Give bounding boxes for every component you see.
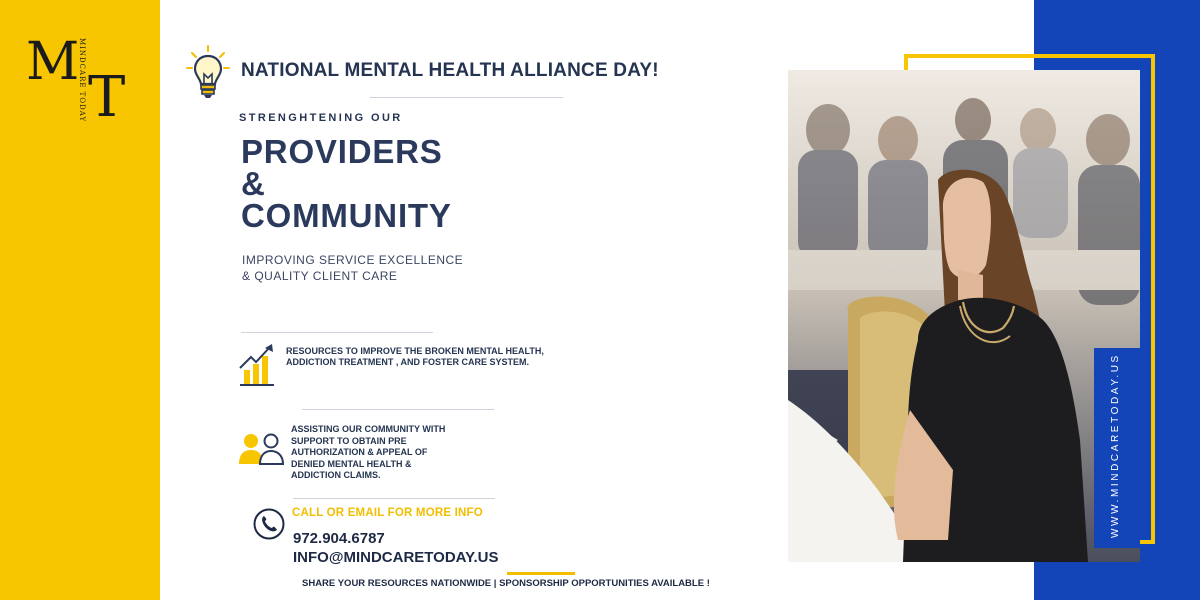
left-yellow-band (0, 0, 160, 600)
resources-point: RESOURCES TO IMPROVE THE BROKEN MENTAL HEALTH, ADDICTION TREATMENT , AND FOSTER CARE SYSTEM. (286, 346, 544, 367)
event-headline: NATIONAL MENTAL HEALTH ALLIANCE DAY! (241, 60, 659, 81)
tagline-line-1: IMPROVING SERVICE EXCELLENCE (242, 253, 464, 267)
tagline-line-2: & QUALITY CLIENT CARE (242, 269, 398, 283)
subheading: STRENGHTENING OUR (239, 112, 403, 124)
mindcare-today-logo (22, 32, 152, 142)
title-line-ampersand: & (241, 165, 266, 202)
phone-number[interactable]: 972.904.6787 (293, 530, 385, 547)
divider (241, 332, 433, 333)
accent-dash (507, 572, 575, 575)
main-title (241, 133, 452, 234)
assistance-point: ASSISTING OUR COMMUNITY WITH SUPPORT TO OBTAIN PRE AUTHORIZATION & APPEAL OF DENIED MENTAL HEALTH & ADDICTION CLAIMS. (291, 424, 446, 480)
logo-letter-m: M (26, 32, 80, 92)
growth-chart-icon (238, 342, 276, 388)
photo-frame-corner (904, 54, 908, 70)
phone-icon (253, 508, 285, 540)
conference-photo (788, 70, 1140, 562)
title-line-providers: PROVIDERS (241, 133, 443, 170)
tagline (242, 252, 463, 284)
footer-text: SHARE YOUR RESOURCES NATIONWIDE | SPONSORSHIP OPPORTUNITIES AVAILABLE ! (302, 578, 710, 589)
divider (370, 97, 563, 98)
people-icon (238, 432, 286, 466)
website-url[interactable]: WWW.MINDCARETODAY.US (1110, 353, 1121, 538)
title-line-community: COMMUNITY (241, 197, 452, 234)
email-address[interactable]: INFO@MINDCARETODAY.US (293, 549, 499, 566)
divider (302, 409, 494, 410)
photo-illustration (788, 70, 1140, 562)
logo-letter-t: T (88, 65, 126, 130)
logo-wordmark: MINDCARE TODAY (78, 38, 86, 123)
divider (293, 498, 495, 499)
call-or-email-label: CALL OR EMAIL FOR MORE INFO (292, 507, 483, 519)
lightbulb-icon (186, 44, 230, 100)
